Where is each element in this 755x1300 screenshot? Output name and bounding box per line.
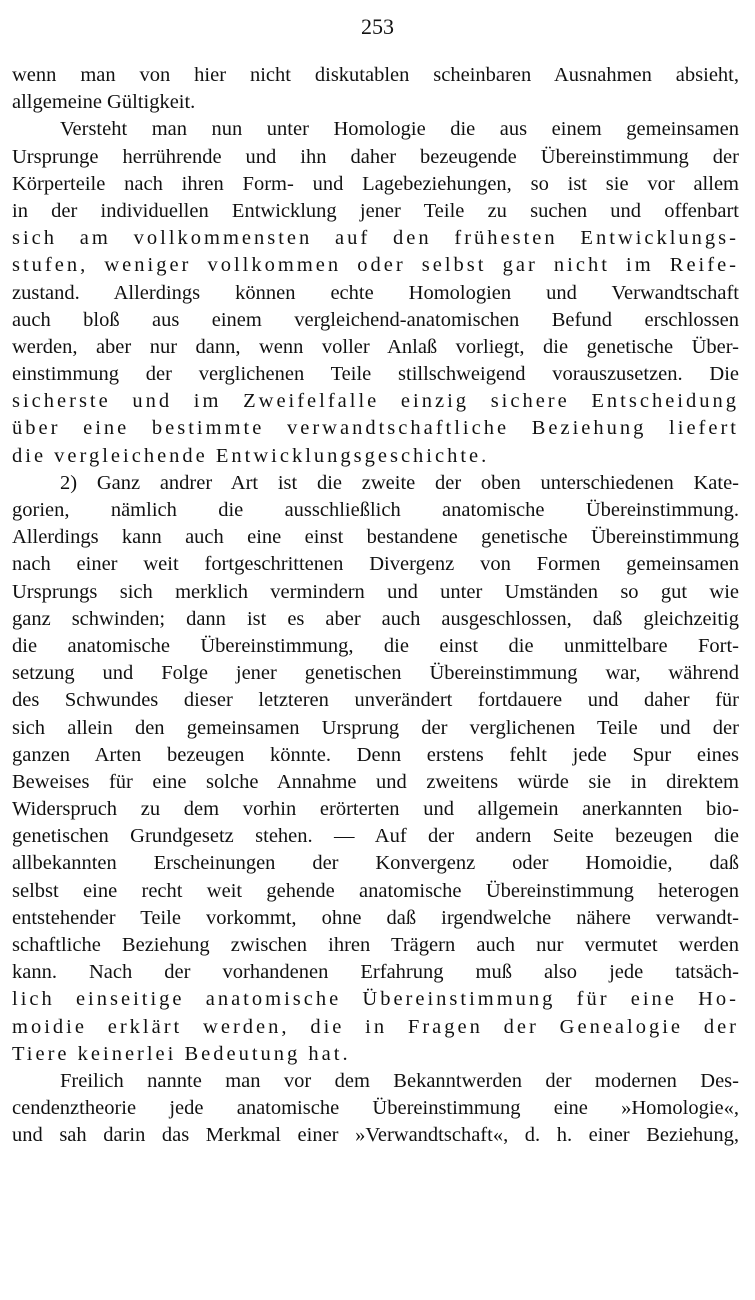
text-line: wenn man von hier nicht diskutablen scheinbaren Ausnahmen absieht, — [12, 64, 739, 86]
page-number: 253 — [361, 14, 394, 39]
text-line: moidie erklärt werden, die in Fragen der Genealogie der — [12, 1015, 739, 1038]
text-line: 2) Ganz andrer Art ist die zweite der oben unterschiedenen Kate- — [60, 471, 739, 494]
text-line: die vergleichende Entwicklungsgeschichte. — [12, 444, 490, 467]
text-line: zustand. Allerdings können echte Homologien und Verwandtschaft — [12, 281, 739, 304]
text-line: setzung und Folge jener genetischen Übereinstimmung war, während — [12, 662, 739, 685]
text-line: Körperteile nach ihren Form- und Lagebeziehungen, so ist sie vor allem — [12, 172, 739, 195]
text-line: genetischen Grundgesetz stehen. — Auf der andern Seite bezeugen die — [12, 825, 739, 848]
text-line: cendenztheorie jede anatomische Übereinstimmung eine »Homologie«, — [12, 1097, 739, 1120]
text-line: und sah darin das Merkmal einer »Verwandtschaft«, d. h. einer Beziehung, — [12, 1124, 739, 1147]
text-line: Ursprungs sich merklich vermindern und unter Umständen so gut wie — [12, 580, 739, 603]
body-text — [12, 62, 739, 1150]
text-line: Ursprunge herrührende und ihn daher bezeugende Übereinstimmung der — [12, 145, 739, 168]
text-line: nach einer weit fortgeschrittenen Divergenz von Formen gemeinsamen — [12, 553, 739, 576]
text-line: allbekannten Erscheinungen der Konvergenz oder Homoidie, daß — [12, 852, 739, 875]
text-line: Allerdings kann auch eine einst bestandene genetische Übereinstimmung — [12, 526, 739, 549]
text-line: allgemeine Gültigkeit. — [12, 91, 196, 114]
text-line: werden, aber nur dann, wenn voller Anlaß vorliegt, die genetische Über- — [12, 335, 739, 358]
text-line: über eine bestimmte verwandtschaftliche Beziehung liefert — [12, 417, 739, 440]
text-line: kann. Nach der vorhandenen Erfahrung muß also jede tatsäch- — [12, 961, 739, 984]
text-line: ganzen Arten bezeugen könnte. Denn erstens fehlt jede Spur eines — [12, 743, 739, 766]
text-line: des Schwundes dieser letzteren unverändert fortdauere und daher für — [12, 689, 739, 712]
text-line: stufen, weniger vollkommen oder selbst gar nicht im Reife- — [12, 254, 739, 277]
text-line: schaftliche Beziehung zwischen ihren Trägern auch nur vermutet werden — [12, 934, 739, 956]
text-line: die anatomische Übereinstimmung, die einst die unmittelbare Fort- — [12, 634, 739, 657]
text-line: sich allein den gemeinsamen Ursprung der verglichenen Teile und der — [12, 716, 739, 739]
text-line: sich am vollkommensten auf den frühesten Entwicklungs- — [12, 227, 739, 250]
text-line: Freilich nannte man vor dem Bekanntwerden der modernen Des- — [60, 1069, 739, 1092]
text-line: ganz schwinden; dann ist es aber auch ausgeschlossen, daß gleichzeitig — [12, 607, 739, 630]
text-line: entstehender Teile vorkommt, ohne daß irgendwelche nähere verwandt- — [12, 906, 739, 929]
text-line: auch bloß aus einem vergleichend-anatomischen Befund erschlossen — [12, 308, 739, 331]
text-line: Versteht man nun unter Homologie die aus einem gemeinsamen — [60, 118, 739, 141]
text-line: selbst eine recht weit gehende anatomische Übereinstimmung heterogen — [12, 879, 739, 902]
text-line: gorien, nämlich die ausschließlich anatomische Übereinstimmung. — [12, 499, 739, 521]
text-line: in der individuellen Entwicklung jener Teile zu suchen und offenbart — [12, 199, 739, 222]
text-line: Tiere keinerlei Bedeutung hat. — [12, 1042, 351, 1065]
text-line: Widerspruch zu dem vorhin erörterten und allgemein anerkannten bio- — [12, 798, 739, 821]
text-line: sicherste und im Zweifelfalle einzig sichere Entscheidung — [12, 390, 739, 413]
text-line: einstimmung der verglichenen Teile stillschweigend vorauszusetzen. Die — [12, 363, 739, 386]
text-line: Beweises für eine solche Annahme und zweitens würde sie in direktem — [12, 770, 739, 793]
text-line: lich einseitige anatomische Übereinstimmung für eine Ho- — [12, 988, 739, 1011]
